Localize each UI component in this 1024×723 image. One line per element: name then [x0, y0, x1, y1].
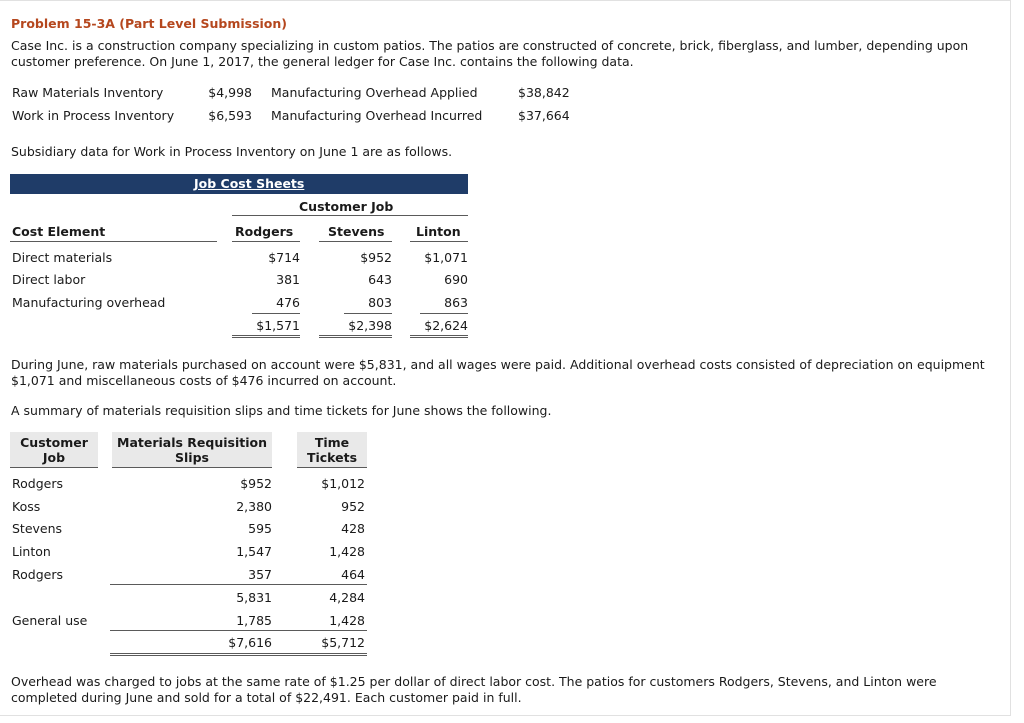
- cost-element-label: Manufacturing overhead: [12, 295, 166, 310]
- materials-total: $7,616: [228, 635, 272, 650]
- time-value: 1,428: [329, 613, 365, 628]
- job-cost-sheets-title: Job Cost Sheets: [194, 176, 305, 191]
- materials-col-header: Materials Requisition: [117, 435, 267, 450]
- double-rule: [319, 335, 392, 338]
- job-header-stevens: Stevens: [328, 224, 385, 239]
- job-header-rodgers: Rodgers: [235, 224, 294, 239]
- total-value: $2,398: [348, 318, 392, 333]
- subsidiary-text: Subsidiary data for Work in Process Inventory on June 1 are as follows.: [11, 144, 453, 159]
- ledger-amount: $4,998: [208, 85, 252, 100]
- ledger-label: Manufacturing Overhead Applied: [271, 85, 478, 100]
- ledger-amount: $37,664: [518, 108, 570, 123]
- cell-value: 381: [276, 272, 300, 287]
- time-value: 952: [341, 499, 365, 514]
- total-value: $2,624: [424, 318, 468, 333]
- materials-col-header-2: Slips: [175, 450, 209, 465]
- cell-value: 476: [276, 295, 300, 310]
- materials-subtotal: 5,831: [236, 590, 272, 605]
- time-value: $1,012: [321, 476, 365, 491]
- problem-title: Problem 15-3A (Part Level Submission): [11, 16, 288, 31]
- header-underline: [10, 241, 217, 242]
- materials-value: 595: [248, 521, 272, 536]
- header-underline: [112, 467, 272, 468]
- materials-value: $952: [240, 476, 272, 491]
- job-header-linton: Linton: [416, 224, 461, 239]
- cell-value: 863: [444, 295, 468, 310]
- cell-value: 803: [368, 295, 392, 310]
- subtotal-rule: [110, 584, 367, 585]
- time-col-header: Time: [314, 435, 350, 450]
- header-rule: [232, 215, 468, 216]
- cost-element-label: Direct labor: [12, 272, 86, 287]
- materials-value: 357: [248, 567, 272, 582]
- job-name: Rodgers: [12, 567, 63, 582]
- materials-value: 1,785: [236, 613, 272, 628]
- total-rule: [420, 313, 468, 314]
- cell-value: $714: [268, 250, 300, 265]
- double-rule: [410, 335, 468, 338]
- header-underline: [232, 241, 300, 242]
- summary-text: A summary of materials requisition slips and time tickets for June shows the following.: [11, 403, 552, 418]
- time-value: 1,428: [329, 544, 365, 559]
- cost-element-label: Direct materials: [12, 250, 113, 265]
- total-rule: [252, 313, 300, 314]
- double-rule: [110, 653, 367, 656]
- job-name: Rodgers: [12, 476, 63, 491]
- june-paragraph: During June, raw materials purchased on account were $5,831, and all wages were paid. Additional overhead costs consisted of depreciation on equipment $1,071 and miscellaneous costs of $476 incurred on account.: [11, 357, 985, 388]
- materials-value: 1,547: [236, 544, 272, 559]
- header-underline: [297, 467, 367, 468]
- customer-job-col-header: Customer: [20, 435, 88, 450]
- cell-value: 643: [368, 272, 392, 287]
- ledger-label: Manufacturing Overhead Incurred: [271, 108, 483, 123]
- total-rule: [110, 630, 367, 631]
- double-rule: [232, 335, 300, 338]
- job-name: Koss: [12, 499, 41, 514]
- cell-value: $952: [360, 250, 392, 265]
- cell-value: $1,071: [424, 250, 468, 265]
- job-name: Linton: [12, 544, 51, 559]
- ledger-label: Raw Materials Inventory: [12, 85, 164, 100]
- time-col-header-2: Tickets: [306, 450, 358, 465]
- customer-job-header: Customer Job: [299, 199, 394, 214]
- time-value: 428: [341, 521, 365, 536]
- closing-paragraph: Overhead was charged to jobs at the same rate of $1.25 per dollar of direct labor cost. The patios for customers Rodgers, Stevens, and Linton were completed during June and sold for a total of $22,491. Each customer paid in full.: [11, 674, 937, 705]
- ledger-amount: $38,842: [518, 85, 570, 100]
- cost-element-header: Cost Element: [12, 224, 106, 239]
- time-total: $5,712: [321, 635, 365, 650]
- header-underline: [10, 467, 98, 468]
- time-subtotal: 4,284: [329, 590, 365, 605]
- header-underline: [410, 241, 468, 242]
- ledger-label: Work in Process Inventory: [12, 108, 175, 123]
- header-underline: [319, 241, 392, 242]
- intro-paragraph: Case Inc. is a construction company specializing in custom patios. The patios are constructed of concrete, brick, fiberglass, and lumber, depending upon customer preference. On June 1, 2017, the general ledger for Case Inc. contains the following data.: [11, 38, 969, 69]
- job-cost-sheets-banner: [10, 174, 468, 194]
- job-name: Stevens: [12, 521, 63, 536]
- ledger-amount: $6,593: [208, 108, 252, 123]
- job-name: General use: [12, 613, 88, 628]
- materials-value: 2,380: [236, 499, 272, 514]
- total-value: $1,571: [256, 318, 300, 333]
- customer-job-col-header-2: Job: [42, 450, 66, 465]
- cell-value: 690: [444, 272, 468, 287]
- time-value: 464: [341, 567, 365, 582]
- total-rule: [344, 313, 392, 314]
